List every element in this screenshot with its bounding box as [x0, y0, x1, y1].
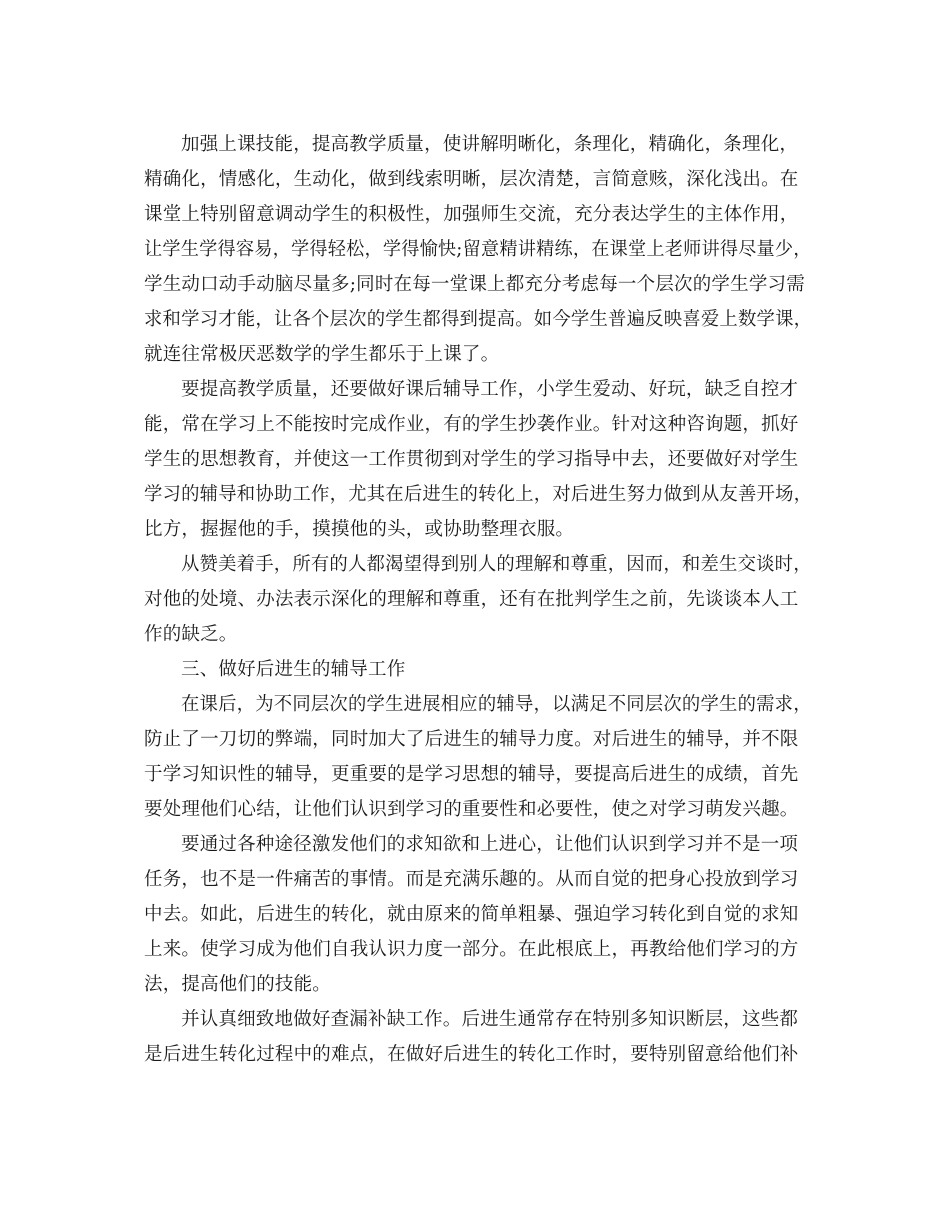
text-line: 要提高教学质量，还要做好课后辅导工作，小学生爱动、好玩，缺乏自控才	[181, 379, 799, 400]
text-line: 要处理他们心结，让他们认识到学习的重要性和必要性，使之对学习萌发兴趣。	[144, 799, 799, 820]
text-line: 法，提高他们的技能。	[144, 974, 332, 995]
section-heading: 三、做好后进生的辅导工作	[181, 659, 406, 680]
text-line: 防止了一刀切的弊端，同时加大了后进生的辅导力度。对后进生的辅导，并不限	[144, 729, 799, 750]
text-line: 学生动口动手动脑尽量多;同时在每一堂课上都充分考虑每一个层次的学生学习需	[144, 274, 805, 295]
text-line: 就连往常极厌恶数学的学生都乐于上课了。	[144, 344, 500, 365]
text-line: 任务，也不是一件痛苦的事情。而是充满乐趣的。从而自觉的把身心投放到学习	[144, 869, 799, 890]
text-line: 比方，握握他的手，摸摸他的头，或协助整理衣服。	[144, 519, 575, 540]
text-line: 精确化，情感化，生动化，做到线索明晰，层次清楚，言简意赅，深化浅出。在	[144, 169, 799, 190]
text-line: 求和学习才能，让各个层次的学生都得到提高。如今学生普遍反映喜爱上数学课，	[144, 309, 813, 330]
text-line: 是后进生转化过程中的难点，在做好后进生的转化工作时，要特别留意给他们补	[144, 1044, 799, 1065]
text-line: 要通过各种途径激发他们的求知欲和上进心，让他们认识到学习并不是一项	[181, 834, 799, 855]
text-line: 从赞美着手，所有的人都渴望得到别人的理解和尊重，因而，和差生交谈时，	[181, 554, 812, 575]
text-line: 加强上课技能，提高教学质量，使讲解明晰化，条理化，精确化，条理化，	[181, 134, 799, 155]
text-line: 对他的处境、办法表示深化的理解和尊重，还有在批判学生之前，先谈谈本人工	[144, 589, 799, 610]
text-line: 学生的思想教育，并使这一工作贯彻到对学生的学习指导中去，还要做好对学生	[144, 449, 799, 470]
text-line: 课堂上特别留意调动学生的积极性，加强师生交流，充分表达学生的主体作用，	[144, 204, 799, 225]
text-line: 并认真细致地做好查漏补缺工作。后进生通常存在特别多知识断层，这些都	[181, 1009, 799, 1030]
text-line: 让学生学得容易，学得轻松，学得愉快;留意精讲精练，在课堂上老师讲得尽量少，	[144, 239, 812, 260]
text-line: 在课后，为不同层次的学生进展相应的辅导，以满足不同层次的学生的需求，	[181, 694, 812, 715]
text-line: 中去。如此，后进生的转化，就由原来的简单粗暴、强迫学习转化到自觉的求知	[144, 904, 799, 925]
text-line: 于学习知识性的辅导，更重要的是学习思想的辅导，要提高后进生的成绩，首先	[144, 764, 799, 785]
text-line: 学习的辅导和协助工作，尤其在后进生的转化上，对后进生努力做到从友善开场，	[144, 484, 813, 505]
text-line: 能，常在学习上不能按时完成作业，有的学生抄袭作业。针对这种咨询题，抓好	[144, 414, 799, 435]
text-line: 上来。使学习成为他们自我认识力度一部分。在此根底上，再教给他们学习的方	[144, 939, 799, 960]
text-line: 作的缺乏。	[144, 624, 238, 645]
